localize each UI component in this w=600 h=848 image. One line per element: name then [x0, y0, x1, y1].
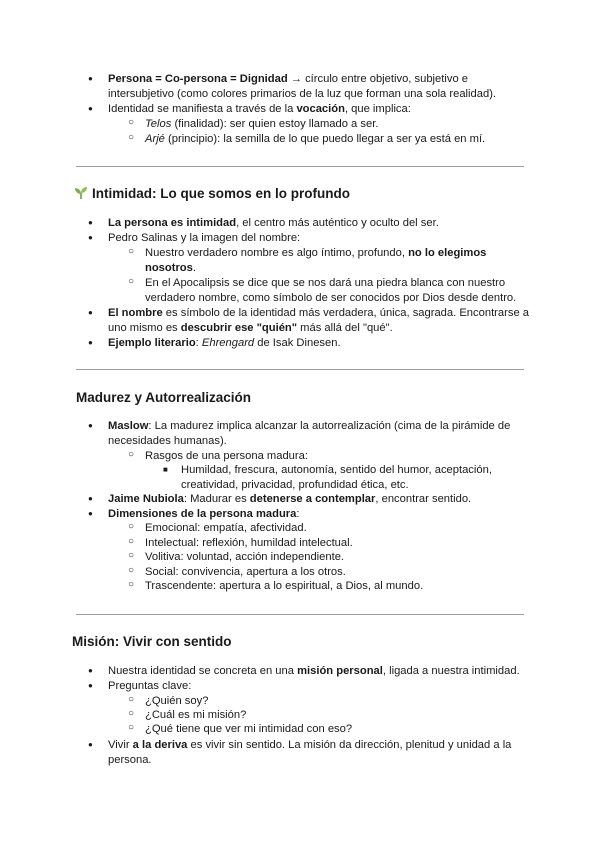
- dim-emocional: ○ Emocional: empatía, afectividad.: [145, 521, 307, 535]
- bullet-el-nombre: [108, 306, 529, 320]
- bullet-identidad: [108, 102, 411, 116]
- mision-bold: misión personal: [297, 665, 383, 677]
- nubiola-tail: , encontrar sentido.: [375, 493, 472, 505]
- nubiola-bold: Jaime Nubiola: [108, 493, 184, 505]
- deriva-bold: a la deriva: [132, 739, 188, 751]
- ejemplo-colon: :: [195, 337, 202, 349]
- heading-intimidad: [74, 185, 350, 203]
- divider: [76, 166, 524, 167]
- arje-italic: Arjé: [145, 133, 165, 145]
- sub-apocalipsis-line2: verdadero nombre, como símbolo de ser conocidos por Dios desde dentro.: [145, 292, 517, 304]
- persona-line2: intersubjetivo (como colores primarios de la luz que forman una sola realidad).: [108, 88, 497, 100]
- heading-intimidad-text: Intimidad: Lo que somos en lo profundo: [92, 186, 350, 201]
- mision-text: Nuestra identidad se concreta en una: [108, 665, 298, 677]
- identidad-text: Identidad se manifiesta a través de la: [108, 103, 297, 115]
- el-nombre-line2: [108, 321, 393, 335]
- sub-arje: [145, 132, 485, 146]
- maslow-text: : La madurez implica alcanzar la autorrealización (cima de la pirámide de: [148, 420, 511, 432]
- bullet-persona-intimidad: [108, 216, 439, 230]
- quien-bold: descubrir ese "quién": [180, 322, 298, 334]
- arje-text: (principio): la semilla de lo que puedo llegar a ser ya está en mí.: [164, 133, 486, 145]
- identidad-tail: , que implica:: [344, 103, 411, 115]
- sub-nombre: [145, 246, 486, 260]
- telos-text: (finalidad): ser quien estoy llamado a ser.: [171, 118, 379, 130]
- question-quien: ○ ¿Quién soy?: [145, 694, 208, 708]
- bullet-deriva: [108, 738, 511, 752]
- deriva-tail: es vivir sin sentido. La misión da dirección, plenitud y unidad a la: [187, 739, 512, 751]
- intimidad-bold: La persona es intimidad: [108, 217, 237, 229]
- persona-text: → círculo entre objetivo, subjetivo e: [287, 73, 469, 85]
- bullet-persona: [108, 72, 468, 86]
- el-nombre-l2a: uno mismo es: [108, 322, 181, 334]
- bullet-nubiola: [108, 492, 471, 506]
- el-nombre-l2b: más allá del "qué".: [297, 322, 393, 334]
- deriva-line2: persona.: [108, 754, 152, 766]
- sub-apocalipsis: ○ En el Apocalipsis se dice que se nos dará una piedra blanca con nuestro: [145, 276, 505, 290]
- nubiola-text: : Madurar es: [183, 493, 250, 505]
- subsub-rasgos-line2: creatividad, privacidad, profundidad ética, etc.: [181, 479, 409, 491]
- telos-italic: Telos: [145, 118, 172, 130]
- maslow-line2: necesidades humanas).: [108, 435, 227, 447]
- bullet-ejemplo: [108, 336, 341, 350]
- sub-nombre-line2: [145, 261, 196, 275]
- bullet-preguntas: ● Preguntas clave:: [108, 679, 191, 693]
- contemplar-bold: detenerse a contemplar: [249, 493, 376, 505]
- el-nombre-text: es símbolo de la identidad más verdadera, única, sagrada. Encontrarse a: [162, 307, 529, 319]
- nosotros-period: .: [192, 262, 196, 274]
- divider: [76, 614, 524, 615]
- ejemplo-text: de Isak Dinesen.: [254, 337, 341, 349]
- el-nombre-bold: El nombre: [108, 307, 163, 319]
- ejemplo-bold: Ejemplo literario: [108, 337, 196, 349]
- bullet-maslow: [108, 419, 510, 433]
- mision-tail: , ligada a nuestra intimidad.: [382, 665, 520, 677]
- bullet-mision: [108, 664, 520, 678]
- nombre-bold: no lo elegimos: [408, 247, 487, 259]
- maslow-bold: Maslow: [108, 420, 149, 432]
- sub-rasgos: ○ Rasgos de una persona madura:: [145, 449, 308, 463]
- dim-volitiva: ○ Volitiva: voluntad, acción independiente.: [145, 550, 344, 564]
- intimidad-text: , el centro más auténtico y oculto del ser.: [236, 217, 439, 229]
- ehrengard-italic: Ehrengard: [201, 337, 255, 349]
- dim-trascendente: ○ Trascendente: apertura a lo espiritual, a Dios, al mundo.: [145, 579, 423, 593]
- bullet-salinas: ● Pedro Salinas y la imagen del nombre:: [108, 231, 300, 245]
- vocacion-bold: vocación: [296, 103, 345, 115]
- subsub-rasgos: ■ Humildad, frescura, autonomía, sentido del humor, aceptación,: [181, 463, 492, 477]
- heading-madurez: Madurez y Autorrealización: [76, 390, 252, 405]
- dimensiones-colon: :: [296, 508, 300, 520]
- question-mision: ○ ¿Cuál es mi misión?: [145, 708, 246, 722]
- nosotros-bold: nosotros: [145, 262, 193, 274]
- deriva-text: Vivir: [108, 739, 133, 751]
- dim-intelectual: ○ Intelectual: reflexión, humildad intelectual.: [145, 536, 353, 550]
- heading-mision: Misión: Vivir con sentido: [72, 634, 232, 649]
- divider: [76, 369, 524, 370]
- dim-social: ○ Social: convivencia, apertura a los otros.: [145, 565, 346, 579]
- nombre-text: Nuestro verdadero nombre es algo íntimo, profundo,: [145, 247, 409, 259]
- bullet-dimensiones: [108, 507, 300, 521]
- dimensiones-bold: Dimensiones de la persona madura: [108, 508, 297, 520]
- sprout-icon: [74, 186, 88, 200]
- question-intimidad: ○ ¿Qué tiene que ver mi intimidad con eso?: [145, 722, 352, 736]
- persona-bold: Persona = Co-persona = Dignidad: [108, 73, 288, 85]
- sub-telos: [145, 117, 378, 131]
